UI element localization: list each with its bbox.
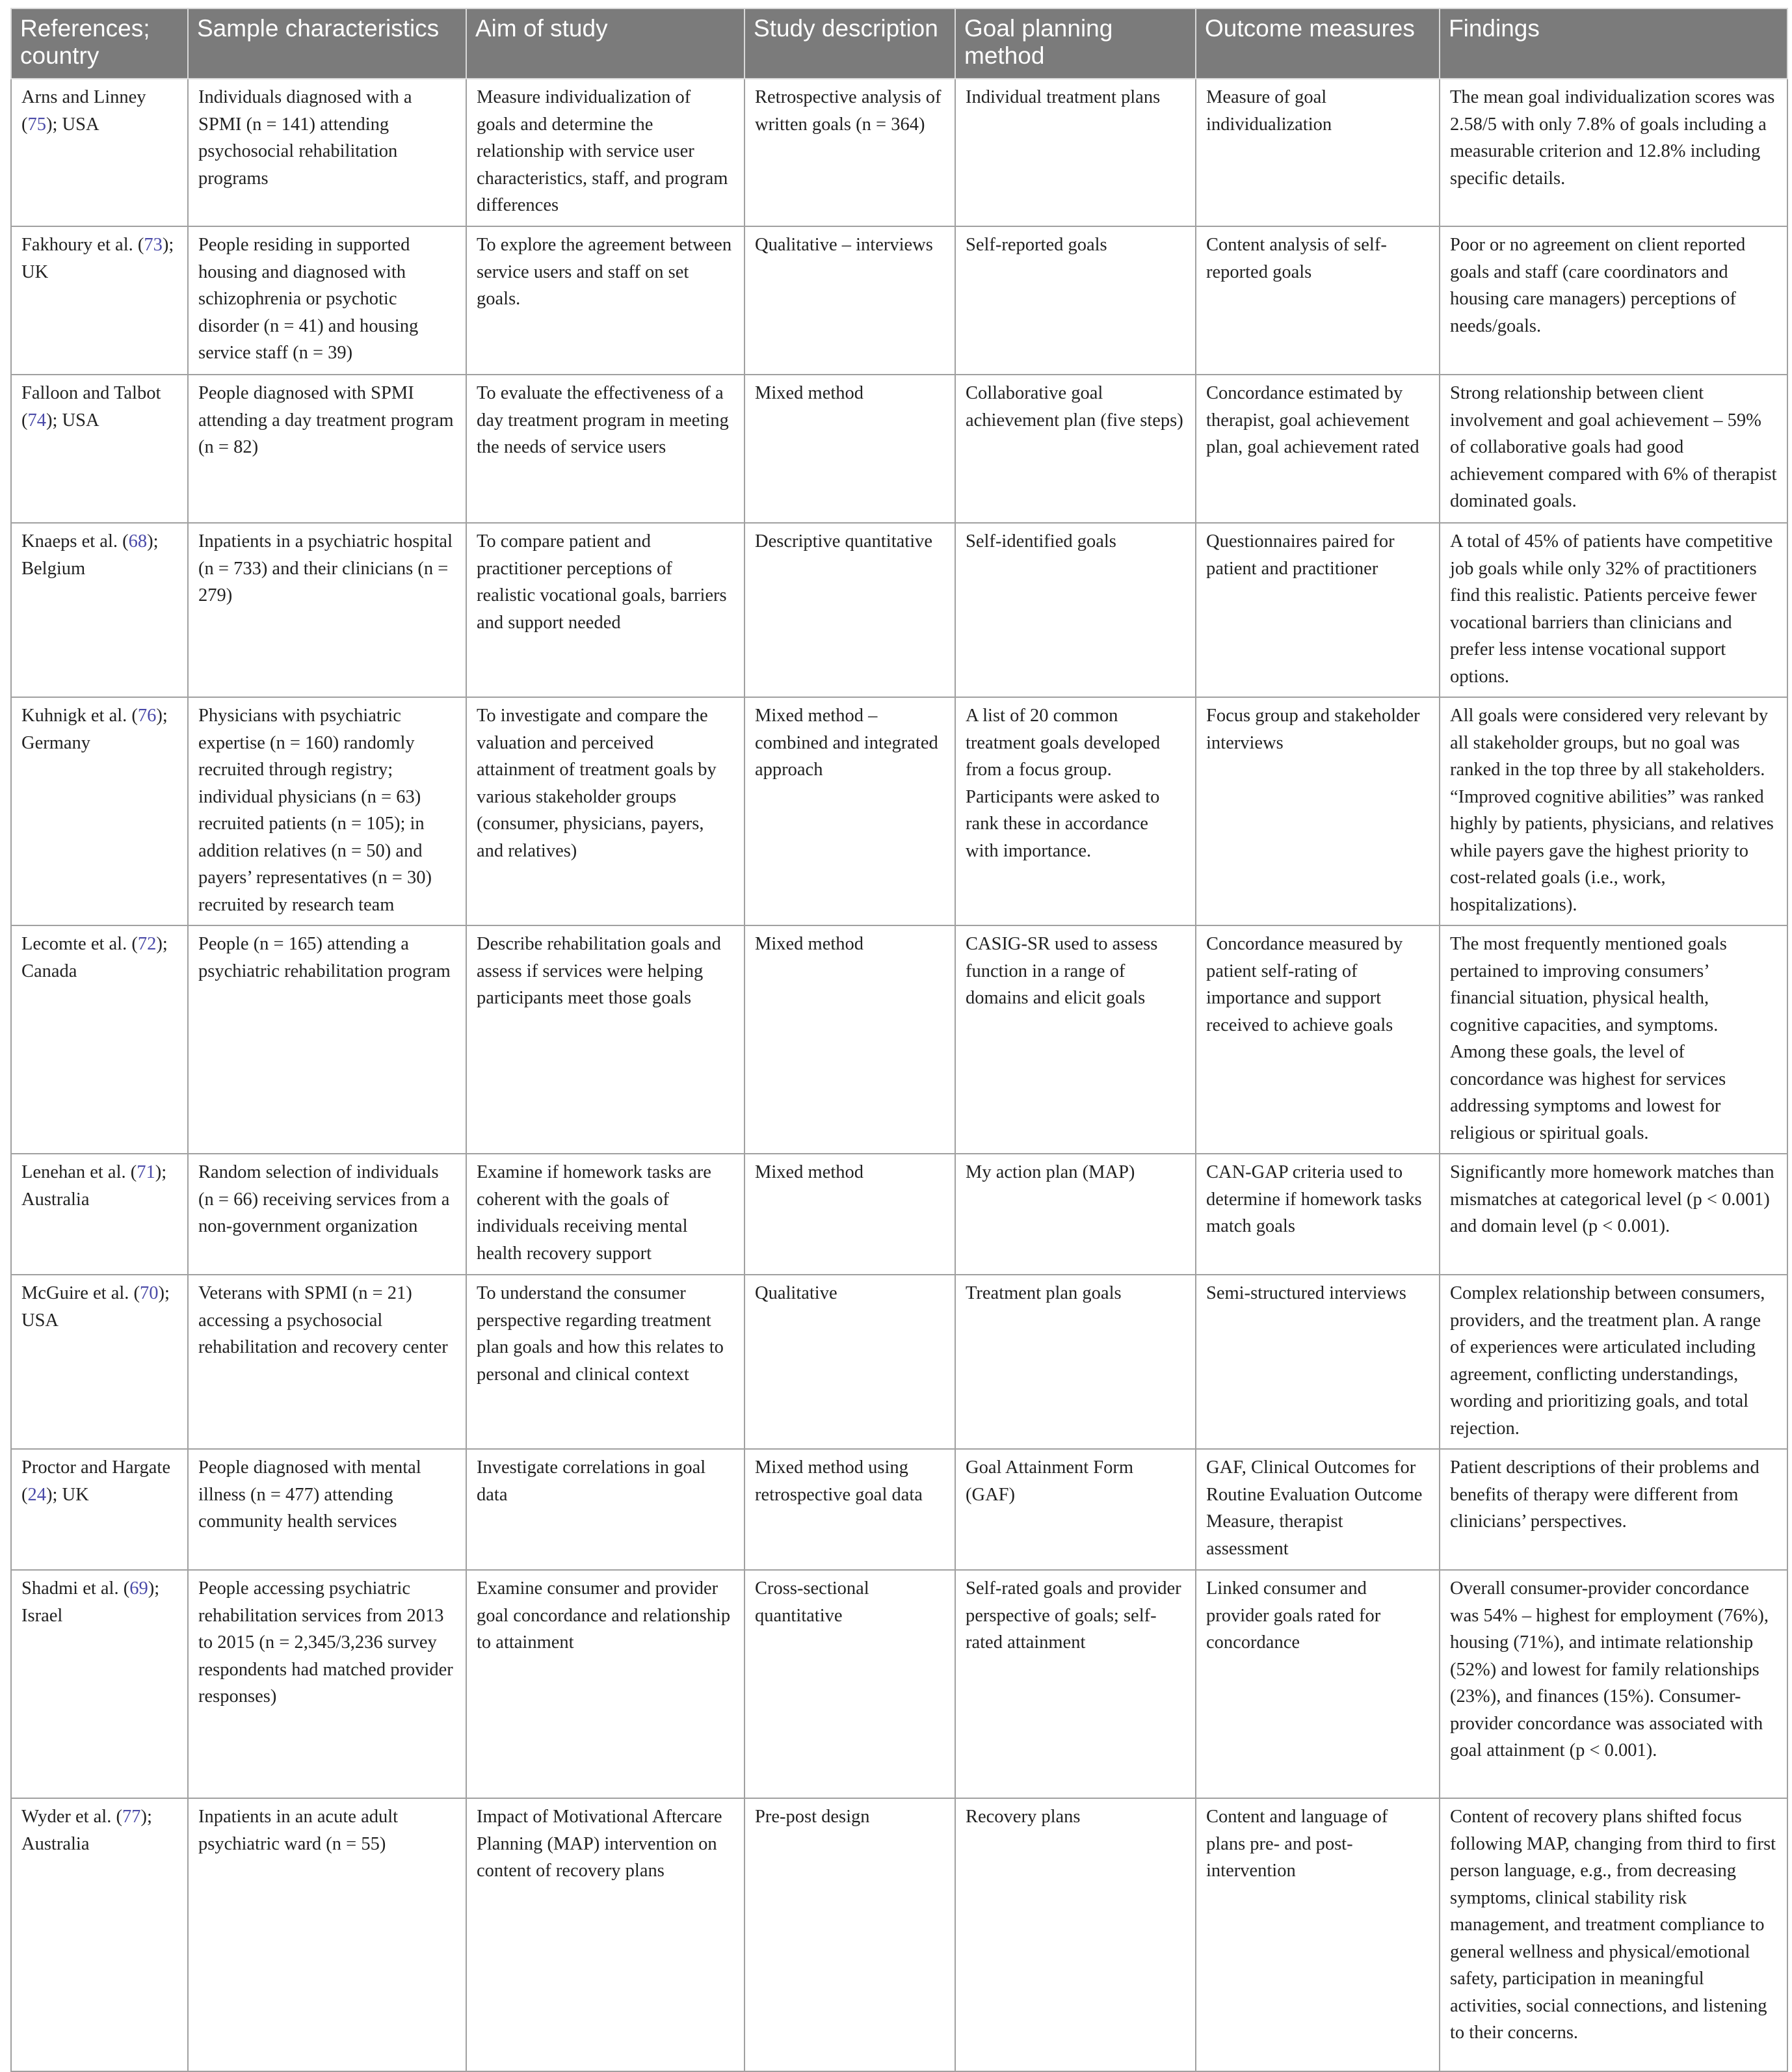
cell-reference: Arns and Linney (75); USA	[11, 79, 188, 226]
cell-description: Descriptive quantitative	[744, 523, 955, 697]
cell-reference: Kuhnigk et al. (76); Germany	[11, 697, 188, 925]
cell-aim: To compare patient and practitioner perceptions of realistic vocational goals, barriers and support needed	[466, 523, 744, 697]
cell-description: Mixed method	[744, 925, 955, 1154]
cell-sample: Veterans with SPMI (n = 21) accessing a psychosocial rehabilitation and recovery center	[188, 1275, 466, 1449]
cell-sample: People diagnosed with SPMI attending a day treatment program (n = 82)	[188, 375, 466, 523]
header-aim: Aim of study	[466, 8, 744, 79]
cell-outcome: Concordance measured by patient self-rating of importance and support received to achieve goals	[1196, 925, 1440, 1154]
cell-sample: Individuals diagnosed with a SPMI (n = 141) attending psychosocial rehabilitation programs	[188, 79, 466, 226]
cell-aim: Examine consumer and provider goal concordance and relationship to attainment	[466, 1570, 744, 1798]
citation-link[interactable]: 75	[27, 114, 46, 135]
citation-link[interactable]: 72	[137, 934, 157, 954]
cell-sample: People residing in supported housing and diagnosed with schizophrenia or psychotic disorder (n = 41) and housing service staff (n = 39)	[188, 226, 466, 375]
cell-findings: Strong relationship between client involvement and goal achievement – 59% of collaborative goals had good achievement compared with 6% of therapist dominated goals.	[1440, 375, 1787, 523]
cell-description: Mixed method	[744, 1154, 955, 1275]
cell-reference: Lecomte et al. (72); Canada	[11, 925, 188, 1154]
header-row	[11, 8, 1787, 79]
cell-sample: People diagnosed with mental illness (n = 477) attending community health services	[188, 1449, 466, 1570]
cell-findings: Content of recovery plans shifted focus following MAP, changing from third to first person language, e.g., from decreasing symptoms, clinical stability risk management, and treatment compliance to general wellness and physical/emotional safety, participation in meaningful activities, social connections, and listening to their concerns.	[1440, 1798, 1787, 2071]
cell-outcome: Linked consumer and provider goals rated for concordance	[1196, 1570, 1440, 1798]
header-method: Goal planning method	[955, 8, 1196, 79]
citation-link[interactable]: 76	[137, 706, 157, 726]
cell-findings: Overall consumer-provider concordance was 54% – highest for employment (76%), housing (71%), and intimate relationship (52%) and lowest for family relationships (23%), and finances (15%). Consumer-provider concordance was associated with goal attainment (p < 0.001).	[1440, 1570, 1787, 1798]
cell-reference: Shadmi et al. (69); Israel	[11, 1570, 188, 1798]
table-row	[11, 1570, 1787, 1798]
cell-sample: Inpatients in a psychiatric hospital (n = 733) and their clinicians (n = 279)	[188, 523, 466, 697]
table-row	[11, 226, 1787, 375]
cell-method: Self-reported goals	[955, 226, 1196, 375]
cell-reference: Fakhoury et al. (73); UK	[11, 226, 188, 375]
cell-method: Goal Attainment Form (GAF)	[955, 1449, 1196, 1570]
cell-description: Pre-post design	[744, 1798, 955, 2071]
cell-outcome: Content analysis of self-reported goals	[1196, 226, 1440, 375]
cell-aim: To evaluate the effectiveness of a day treatment program in meeting the needs of service users	[466, 375, 744, 523]
table-row	[11, 523, 1787, 697]
table-row	[11, 79, 1787, 226]
cell-method: Collaborative goal achievement plan (five steps)	[955, 375, 1196, 523]
cell-description: Mixed method – combined and integrated approach	[744, 697, 955, 925]
cell-aim: To investigate and compare the valuation and perceived attainment of treatment goals by various stakeholder groups (consumer, physicians, payers, and relatives)	[466, 697, 744, 925]
cell-reference: Falloon and Talbot (74); USA	[11, 375, 188, 523]
table-row	[11, 1449, 1787, 1570]
header-description: Study description	[744, 8, 955, 79]
cell-findings: The most frequently mentioned goals pertained to improving consumers’ financial situation, physical health, cognitive capacities, and symptoms. Among these goals, the level of concordance was highest for services addressing symptoms and lowest for religious or spiritual goals.	[1440, 925, 1787, 1154]
cell-description: Retrospective analysis of written goals (n = 364)	[744, 79, 955, 226]
citation-link[interactable]: 70	[140, 1283, 159, 1303]
citation-link[interactable]: 69	[129, 1578, 148, 1599]
cell-method: A list of 20 common treatment goals developed from a focus group. Participants were asked to rank these in accordance with importance.	[955, 697, 1196, 925]
cell-reference: Knaeps et al. (68); Belgium	[11, 523, 188, 697]
cell-findings: A total of 45% of patients have competitive job goals while only 32% of practitioners find this realistic. Patients perceive fewer vocational barriers than clinicians and prefer less intense vocational support options.	[1440, 523, 1787, 697]
cell-outcome: Content and language of plans pre- and post-intervention	[1196, 1798, 1440, 2071]
cell-findings: Poor or no agreement on client reported goals and staff (care coordinators and housing care managers) perceptions of needs/goals.	[1440, 226, 1787, 375]
table-header	[11, 8, 1787, 79]
cell-description: Qualitative – interviews	[744, 226, 955, 375]
cell-outcome: Measure of goal individualization	[1196, 79, 1440, 226]
cell-sample: Physicians with psychiatric expertise (n = 160) randomly recruited through registry; individual physicians (n = 63) recruited patients (n = 105); in addition relatives (n = 50) and payers’ representatives (n = 30) recruited by research team	[188, 697, 466, 925]
cell-outcome: GAF, Clinical Outcomes for Routine Evaluation Outcome Measure, therapist assessment	[1196, 1449, 1440, 1570]
table-row	[11, 375, 1787, 523]
cell-aim: Impact of Motivational Aftercare Planning (MAP) intervention on content of recovery plans	[466, 1798, 744, 2071]
cell-aim: Examine if homework tasks are coherent with the goals of individuals receiving mental health recovery support	[466, 1154, 744, 1275]
citation-link[interactable]: 74	[27, 410, 46, 431]
cell-aim: Investigate correlations in goal data	[466, 1449, 744, 1570]
cell-outcome: CAN-GAP criteria used to determine if homework tasks match goals	[1196, 1154, 1440, 1275]
header-sample: Sample characteristics	[188, 8, 466, 79]
cell-outcome: Concordance estimated by therapist, goal achievement plan, goal achievement rated	[1196, 375, 1440, 523]
cell-aim: Describe rehabilitation goals and assess if services were helping participants meet those goals	[466, 925, 744, 1154]
studies-table	[10, 8, 1788, 2072]
cell-aim: To explore the agreement between service users and staff on set goals.	[466, 226, 744, 375]
cell-findings: The mean goal individualization scores was 2.58/5 with only 7.8% of goals including a measurable criterion and 12.8% including specific details.	[1440, 79, 1787, 226]
cell-description: Mixed method using retrospective goal data	[744, 1449, 955, 1570]
cell-sample: People (n = 165) attending a psychiatric rehabilitation program	[188, 925, 466, 1154]
cell-method: Self-rated goals and provider perspective of goals; self-rated attainment	[955, 1570, 1196, 1798]
cell-method: Self-identified goals	[955, 523, 1196, 697]
cell-reference: Wyder et al. (77); Australia	[11, 1798, 188, 2071]
cell-description: Mixed method	[744, 375, 955, 523]
cell-findings: All goals were considered very relevant by all stakeholder groups, but no goal was ranked in the top three by all stakeholders. “Improved cognitive abilities” was ranked highly by patients, physicians, and relatives while payers gave the highest priority to cost-related goals (i.e., work, hospitalizations).	[1440, 697, 1787, 925]
table-body	[11, 79, 1787, 2071]
citation-link[interactable]: 68	[128, 531, 148, 551]
table-row	[11, 925, 1787, 1154]
table-row	[11, 697, 1787, 925]
cell-method: Treatment plan goals	[955, 1275, 1196, 1449]
cell-findings: Complex relationship between consumers, providers, and the treatment plan. A range of experiences were articulated including agreement, conflicting understandings, wording and prioritizing goals, and total rejection.	[1440, 1275, 1787, 1449]
cell-aim: Measure individualization of goals and determine the relationship with service user characteristics, staff, and program differences	[466, 79, 744, 226]
cell-outcome: Questionnaires paired for patient and practitioner	[1196, 523, 1440, 697]
cell-findings: Significantly more homework matches than mismatches at categorical level (p < 0.001) and domain level (p < 0.001).	[1440, 1154, 1787, 1275]
citation-link[interactable]: 73	[144, 235, 163, 255]
cell-outcome: Semi-structured interviews	[1196, 1275, 1440, 1449]
cell-description: Qualitative	[744, 1275, 955, 1449]
citation-link[interactable]: 24	[27, 1484, 46, 1505]
cell-method: My action plan (MAP)	[955, 1154, 1196, 1275]
cell-description: Cross-sectional quantitative	[744, 1570, 955, 1798]
cell-sample: Inpatients in an acute adult psychiatric ward (n = 55)	[188, 1798, 466, 2071]
cell-sample: People accessing psychiatric rehabilitation services from 2013 to 2015 (n = 2,345/3,236 survey respondents had matched provider responses)	[188, 1570, 466, 1798]
cell-reference: Proctor and Hargate (24); UK	[11, 1449, 188, 1570]
cell-outcome: Focus group and stakeholder interviews	[1196, 697, 1440, 925]
table-row	[11, 1798, 1787, 2071]
citation-link[interactable]: 77	[122, 1807, 141, 1827]
header-outcome: Outcome measures	[1196, 8, 1440, 79]
cell-reference: Lenehan et al. (71); Australia	[11, 1154, 188, 1275]
cell-findings: Patient descriptions of their problems and benefits of therapy were different from clinicians’ perspectives.	[1440, 1449, 1787, 1570]
cell-aim: To understand the consumer perspective regarding treatment plan goals and how this relates to personal and clinical context	[466, 1275, 744, 1449]
cell-sample: Random selection of individuals (n = 66) receiving services from a non-government organization	[188, 1154, 466, 1275]
table-row	[11, 1154, 1787, 1275]
cell-reference: McGuire et al. (70); USA	[11, 1275, 188, 1449]
cell-method: Recovery plans	[955, 1798, 1196, 2071]
cell-method: Individual treatment plans	[955, 79, 1196, 226]
citation-link[interactable]: 71	[137, 1162, 155, 1182]
cell-method: CASIG-SR used to assess function in a range of domains and elicit goals	[955, 925, 1196, 1154]
table-row	[11, 1275, 1787, 1449]
header-findings: Findings	[1440, 8, 1787, 79]
header-references: References; country	[11, 8, 188, 79]
